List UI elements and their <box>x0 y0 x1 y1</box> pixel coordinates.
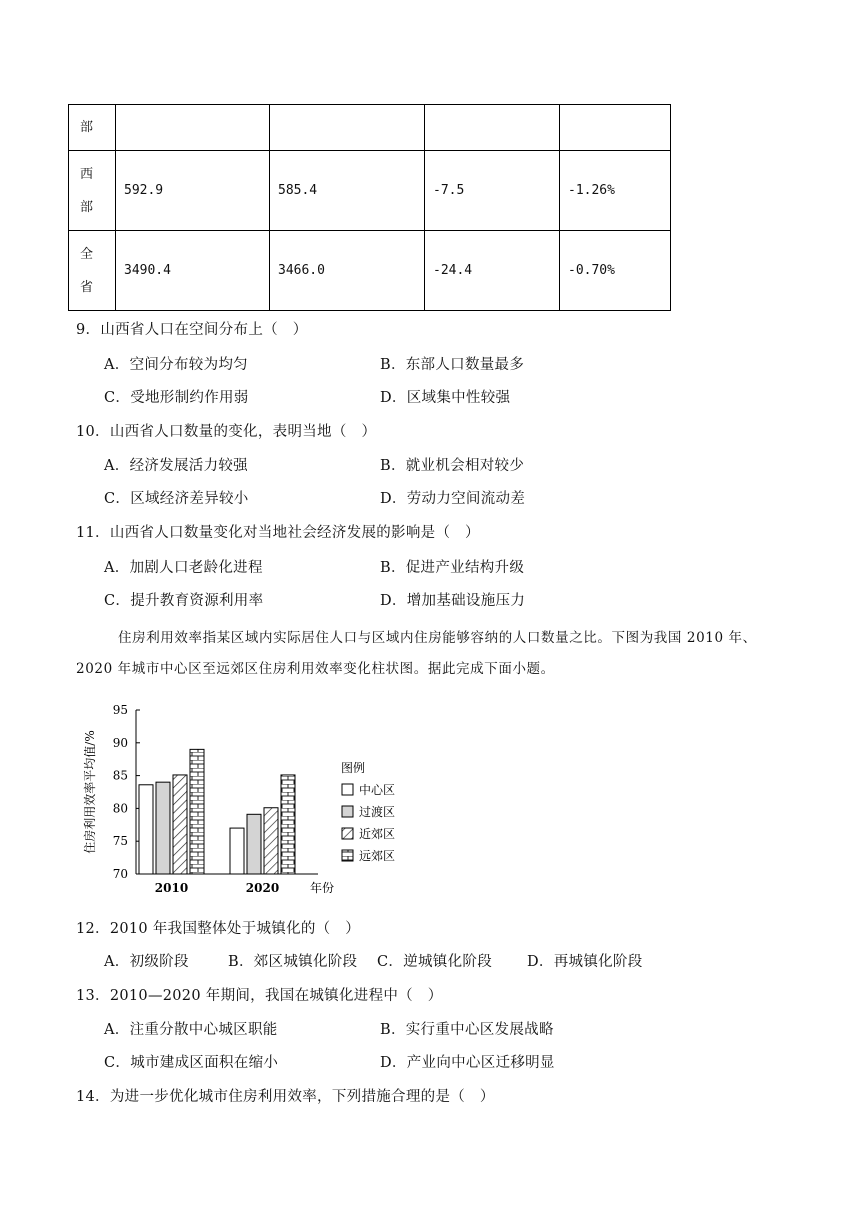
legend-swatch <box>342 828 353 839</box>
bar-远郊区-2020 <box>281 775 295 874</box>
bar-近郊区-2020 <box>264 808 278 874</box>
x-tick-label: 2010 <box>154 881 189 895</box>
question-text: 山西省人口数量的变化，表明当地（ ） <box>109 424 377 440</box>
value-cell: 585.4 <box>270 151 425 231</box>
region-cell <box>69 151 116 231</box>
x-axis-label: 年份 <box>310 881 335 895</box>
legend-title: 图例 <box>341 761 366 775</box>
option-b[interactable]: B．郊区城镇化阶段 <box>228 954 358 970</box>
option-b[interactable]: B．实行重中心区发展战略 <box>380 1022 554 1038</box>
option-a[interactable]: A．经济发展活力较强 <box>104 458 248 474</box>
value-cell: -0.70% <box>560 231 671 311</box>
option-a[interactable]: A．注重分散中心城区职能 <box>104 1022 278 1038</box>
region-char: 部 <box>80 199 94 215</box>
table-row <box>69 105 671 151</box>
legend-swatch <box>342 806 353 817</box>
legend-swatch <box>342 850 353 861</box>
legend-label: 远郊区 <box>359 849 396 863</box>
option-b[interactable]: B．就业机会相对较少 <box>380 458 525 474</box>
question-number: 14． <box>76 1089 110 1105</box>
question-number: 13． <box>76 988 110 1004</box>
region-label <box>80 238 115 304</box>
question-number: 9． <box>76 322 101 338</box>
question-number: 10． <box>76 424 110 440</box>
passage-line-1: 住房利用效率指某区域内实际居住人口与区域内住房能够容纳的人口数量之比。下图为我国 2010 年、 <box>118 630 757 646</box>
question-10 <box>76 420 376 441</box>
legend-label: 中心区 <box>359 783 396 797</box>
option-c[interactable]: C．逆城镇化阶段 <box>377 954 492 970</box>
value-cell: 3466.0 <box>270 231 425 311</box>
question-text: 2010—2020 年期间，我国在城镇化进程中（ ） <box>109 988 443 1004</box>
question-text: 山西省人口在空间分布上（ ） <box>100 322 308 338</box>
passage-line-2: 2020 年城市中心区至远郊区住房利用效率变化柱状图。据此完成下面小题。 <box>76 661 555 677</box>
table-row <box>69 151 671 231</box>
y-tick-label: 90 <box>112 735 128 750</box>
question-number: 11． <box>76 525 110 541</box>
option-c[interactable]: C．受地形制约作用弱 <box>104 390 249 406</box>
bar-近郊区-2010 <box>173 775 187 874</box>
y-tick-label: 75 <box>112 834 128 849</box>
option-a[interactable]: A．空间分布较为均匀 <box>104 357 248 373</box>
housing-efficiency-chart <box>78 696 418 896</box>
bar-中心区-2010 <box>139 785 153 874</box>
value-cell: -7.5 <box>425 151 560 231</box>
question-text: 2010 年我国整体处于城镇化的（ ） <box>109 921 361 937</box>
region-cell <box>69 105 116 151</box>
option-d[interactable]: D．产业向中心区迁移明显 <box>380 1055 555 1071</box>
question-text: 山西省人口数量变化对当地社会经济发展的影响是（ ） <box>109 525 480 541</box>
value-cell: 3490.4 <box>116 231 270 311</box>
y-tick-label: 80 <box>112 801 128 816</box>
region-label: 部 <box>80 120 94 135</box>
value-cell <box>270 105 425 151</box>
question-12 <box>76 917 360 938</box>
region-label <box>80 158 115 224</box>
option-d[interactable]: D．劳动力空间流动差 <box>380 491 526 507</box>
option-c[interactable]: C．提升教育资源利用率 <box>104 593 264 609</box>
question-11 <box>76 521 480 542</box>
bar-中心区-2020 <box>230 828 244 874</box>
question-text: 为进一步优化城市住房利用效率，下列措施合理的是（ ） <box>109 1089 495 1105</box>
table-row <box>69 231 671 311</box>
option-b[interactable]: B．东部人口数量最多 <box>380 357 525 373</box>
x-tick-label: 2020 <box>245 881 280 895</box>
region-char: 省 <box>80 279 94 295</box>
value-cell <box>560 105 671 151</box>
value-cell <box>116 105 270 151</box>
question-14 <box>76 1085 495 1106</box>
legend-label: 过渡区 <box>359 805 396 819</box>
question-number: 12． <box>76 921 110 937</box>
option-c[interactable]: C．区域经济差异较小 <box>104 491 249 507</box>
y-tick-label: 95 <box>112 703 128 717</box>
option-c[interactable]: C．城市建成区面积在缩小 <box>104 1055 279 1071</box>
value-cell: 592.9 <box>116 151 270 231</box>
legend-label: 近郊区 <box>359 827 396 841</box>
option-a[interactable]: A．初级阶段 <box>104 954 189 970</box>
value-cell: -1.26% <box>560 151 671 231</box>
value-cell <box>425 105 560 151</box>
y-tick-label: 70 <box>112 867 128 881</box>
y-tick-label: 85 <box>112 768 128 783</box>
region-char: 全 <box>80 246 94 262</box>
y-axis-label: 住房利用效率平均值/% <box>83 730 97 854</box>
question-13 <box>76 984 443 1005</box>
option-d[interactable]: D．增加基础设施压力 <box>380 593 526 609</box>
value-cell: -24.4 <box>425 231 560 311</box>
region-cell <box>69 231 116 311</box>
bar-过渡区-2020 <box>247 814 261 874</box>
question-9 <box>76 318 308 339</box>
option-a[interactable]: A．加剧人口老龄化进程 <box>104 560 263 576</box>
option-d[interactable]: D．区域集中性较强 <box>380 390 511 406</box>
option-d[interactable]: D．再城镇化阶段 <box>527 954 643 970</box>
bar-过渡区-2010 <box>156 782 170 874</box>
legend-swatch <box>342 784 353 795</box>
population-table <box>68 104 671 311</box>
region-char: 西 <box>80 166 94 182</box>
option-b[interactable]: B．促进产业结构升级 <box>380 560 525 576</box>
bar-远郊区-2010 <box>190 749 204 874</box>
